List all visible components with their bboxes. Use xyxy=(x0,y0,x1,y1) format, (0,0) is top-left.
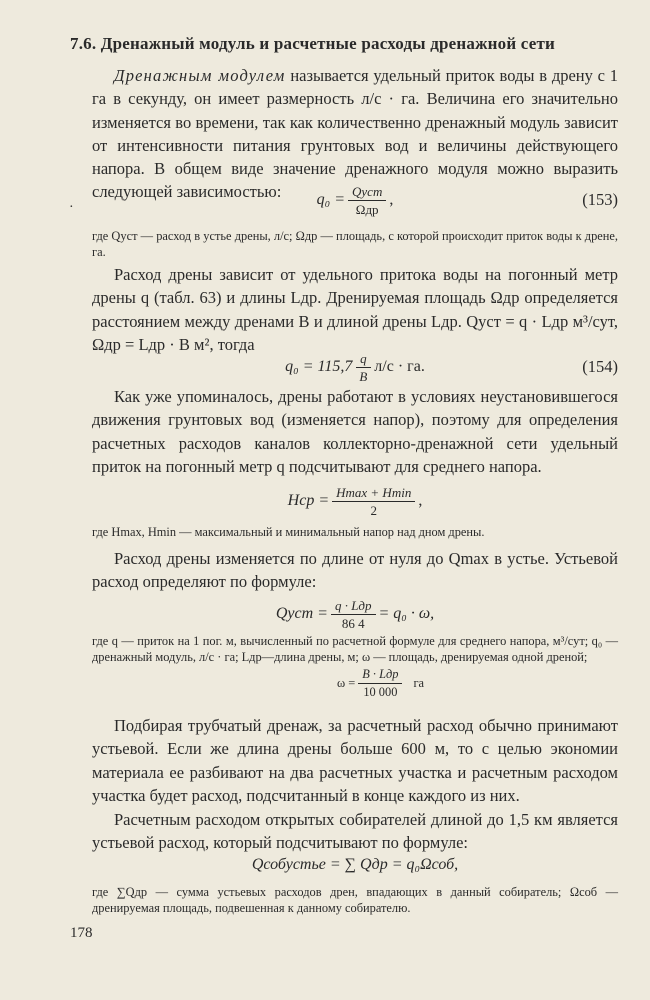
eq154-numerator: q xyxy=(356,351,371,368)
omega-lhs-visible: ω = xyxy=(337,676,356,690)
paragraph-5: Подбирая трубчатый дренаж, за расчетный расход обычно принимают устьевой. Если же длина дрены больше 600 м, то с целью экономии материала ее разбивают на два расчетных участка и расчетным расходом участка будет расход, подсчитанный в конце каждого из них. xyxy=(92,716,618,805)
eqhcp-numerator: Hmax + Hmin xyxy=(332,485,415,502)
paragraph-6: Расчетным расходом открытых собирателей длиной до 1,5 км является устьевой расход, который подсчитывают по формуле: xyxy=(92,810,618,853)
equation-154 xyxy=(92,345,618,389)
paragraph-2: Расход дрены зависит от удельного притока воды на погонный метр дрены q (табл. 63) и длины Lдр. Дренируемая площадь Ωдр определяется расстоянием между дренами B и длиной дрены Lдр. Qуст = q · Lдр м³/сут, Ωдр = Lдр · B м², тогда xyxy=(92,265,618,354)
note-sob: где ∑Qдр — сумма устьевых расходов дрен, впадающих в данный собиратель; Ωсоб — дренируемая площадь, подвешенная к данному собирателю. xyxy=(92,885,618,915)
eq154-tail: л/с · га. xyxy=(374,358,425,375)
equation-153 xyxy=(92,178,618,222)
equation-hcp xyxy=(92,479,618,523)
omega-numerator: B · Lдр xyxy=(358,667,402,684)
note-qust-text: где q — приток на 1 пог. м, вычисленный по расчетной формуле для среднего напора, м³/сут; q₀ — дренажный модуль, л/с · га; Lдр—длина дрены, м; ω — площадь, дренируемая одной дреной; xyxy=(92,634,618,664)
eqq-tail: = q₀ · ω, xyxy=(378,605,435,622)
eqq-numerator: q · Lдр xyxy=(331,598,376,615)
eqq-denominator: 86 4 xyxy=(341,615,365,631)
eq154-denominator: B xyxy=(359,368,368,384)
eqhcp-tail: , xyxy=(418,492,423,509)
omega-denominator: 10 000 xyxy=(363,685,398,699)
note-153: где Qуст — расход в устье дрены, л/с; Ωдр — площадь, с которой происходит приток воды к дрене, га. xyxy=(92,229,618,259)
eq153-lhs: q₀ = xyxy=(316,191,346,208)
margin-mark: · xyxy=(69,200,74,215)
page-number: 178 xyxy=(70,925,93,941)
note-hcp: где Hmax, Hmin — максимальный и минимальный напор над дном дрены. xyxy=(92,525,485,539)
term-drainage-module: Дренажным модулем xyxy=(114,66,286,85)
paragraph-3: Как уже упоминалось, дрены работают в условиях неустановившегося движения грунтовых вод (изменяется напор), поэтому для определения расчетных расходов каналов коллекторно-дренажной сети удельный приток на погонный метр q подсчитывают для среднего напора. xyxy=(92,387,618,476)
eq154-number: (154) xyxy=(582,357,618,376)
paragraph-4: Расход дрены изменяется по длине от нуля до Qmax в устье. Устьевой расход определяют по формуле: xyxy=(92,549,618,592)
equation-qust xyxy=(92,592,618,636)
eq153-tail: , xyxy=(389,191,394,208)
omega-formula xyxy=(92,667,618,697)
note-qust xyxy=(92,633,618,697)
section-heading: 7.6. Дренажный модуль и расчетные расходы дренажной сети xyxy=(70,34,556,53)
eq153-numerator: Qуст xyxy=(348,184,386,201)
equation-sob xyxy=(92,848,618,882)
omega-unit: га xyxy=(413,676,425,690)
eqsob-text: Qсобустье = ∑ Qдр = q₀Ωсоб, xyxy=(251,856,459,873)
paragraph-1-text: называется удельный приток воды в дрену с 1 га в секунду, он имеет размерность л/с · га. Величина его значительно изменяется во времени, так как количественно дренажный модуль зависит от интенсивности питания грунтовых вод и величины действующего напора. В общем виде значение дренажного модуля можно выразить следующей зависимостью: xyxy=(92,66,619,202)
eq154-lhs: q₀ = 115,7 xyxy=(285,358,353,375)
eqhcp-lhs: Hср = xyxy=(287,492,330,509)
eq153-denominator: Ωдр xyxy=(355,201,379,217)
eq153-number: (153) xyxy=(582,190,618,209)
eqhcp-denominator: 2 xyxy=(370,502,377,518)
eqq-lhs: Qуст = xyxy=(275,605,328,622)
